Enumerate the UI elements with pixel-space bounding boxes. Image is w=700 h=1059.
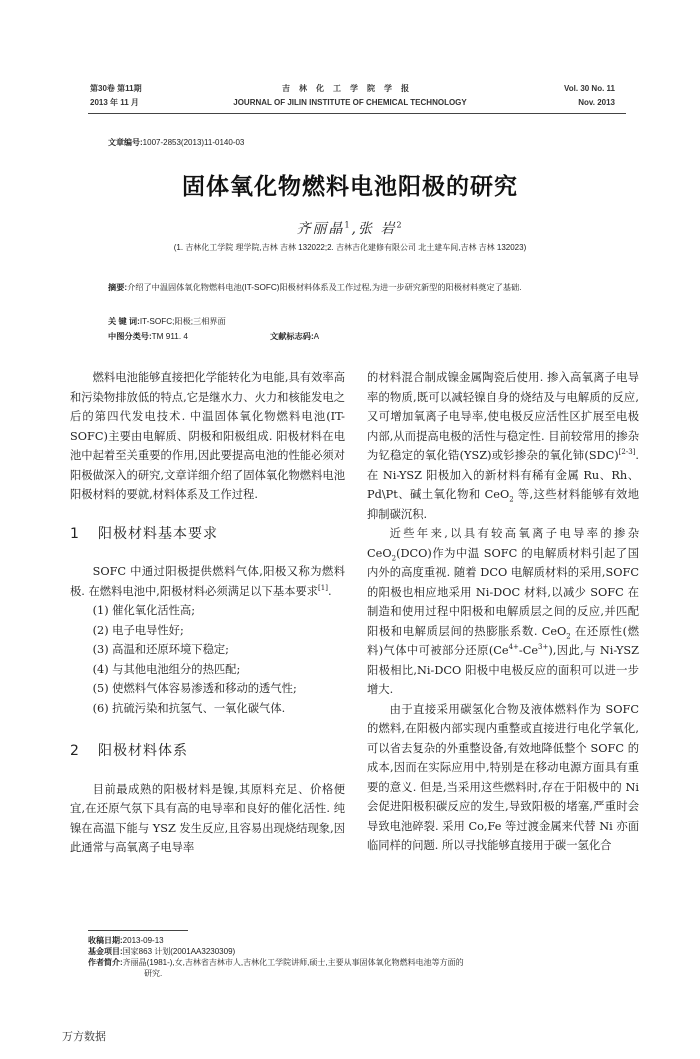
classification [108,330,608,344]
fund-value: 国家863 计划(2001AA3230309) [122,947,236,956]
requirement-item: (1) 催化氧化活性高; [92,604,196,617]
author-2-affil: 2 [396,220,404,230]
requirement-item: (6) 抗硫污染和抗氢气、一氧化碳气体. [92,701,286,715]
article-number [108,137,244,148]
keywords-value: IT-SOFC;阳极;三相界面 [139,317,226,326]
doc-code-value: A [313,332,320,341]
section-1-heading [70,525,345,545]
left-column [70,368,345,858]
right-paragraph-2: 近些年来,以具有较高氧离子电导率的掺杂 CeO$_2$(DCO)作为中温 SOFC 的电解质材料引起了国内外的高度重视. 随着 DCO 电解质材料的采用,SOFC 的阳极也相应地采用 Ni-DOC 材料,以减少 SOFC 在制造和使用过程中阳极和电解质层之间的反应,并匹配阳极和电解质层间的热膨胀系数. CeO$_2$ 在还原性(燃料)气体中可被部分还原$(Ce^{4+}-Ce^{3+})$,因此,与 Ni-YSZ 阳极相比,Ni-DCO 阳极中电极反应的面积可以进一步增大. [367,527,639,696]
header-month-year: Nov. 2013 [578,98,615,107]
article-number-value: 1007-2853(2013)11-0140-03 [142,138,245,147]
section-1-paragraph: SOFC 中通过阳极提供燃料气体,阳极又称为燃料极. 在燃料电池中,阳极材料必须满足以下基本要求[1]. [70,565,345,598]
header-volume-en [564,82,615,110]
author-separator: , [351,221,358,237]
header-volume: 第30卷 第11期 [90,84,142,93]
right-paragraph-3: 由于直接采用碳氢化合物及液体燃料作为 SOFC 的燃料,在阳极内部实现内重整或直接进行电化学氧化,可以省去复杂的外重整设备,有效地降低整个 SOFC 的成本,因而在实际应用中,特别是在移动电源方面具有重要的意义. 但是,当采用这些燃料时,存在于阳极中的 Ni 会促进阳极积碳反应的发生,导致阳极的堵塞,严重时会导致电池碎裂. 采用 Co,Fe 等过渡金属来代替 Ni 亦面临同样的问题. 所以寻找能够直接用于碳一氢化合 [367,702,639,852]
abstract [108,281,608,295]
header-divider [88,113,626,114]
section-2-paragraph: 目前最成熟的阳极材料是镍,其原料充足、价格便宜,在还原气氛下具有高的电导率和良好的催化活性. 纯镍在高温下能与 YSZ 发生反应,且容易出现烧结现象,因此通常与高氧离子电导率 [70,782,345,854]
section-2-title: 阳极材料体系 [98,743,188,759]
database-watermark: 万方数据 [62,1031,106,1043]
article-number-label: 文章编号: [108,138,143,147]
citation-1: [1] [318,583,328,592]
intro-paragraph: 燃料电池能够直接把化学能转化为电能,具有效率高和污染物排放低的特点,它是继水力、火力和核能发电之后的第四代发电技术. 中温固体氧化物燃料电池(IT-SOFC)主要由电解质、阴极和阳极组成. 阳极材料在电池中起着至关重要的作用,因此要提高电池的性能必须对阳极做深入的研究,文章详细介绍了固体氧化物燃料电池阳极材料的要就,材料体系及工作过程. [70,371,345,501]
author-1-affil: 1 [344,220,352,230]
keywords-label: 关 键 词: [108,317,140,326]
section-2-number: 2 [70,743,80,759]
journal-name-en: JOURNAL OF JILIN INSTITUTE OF CHEMICAL TECHNOLOGY [233,98,467,107]
fund-label: 基金项目: [88,947,123,956]
footnote-received [88,935,628,946]
clc-label: 中图分类号: [108,332,152,341]
requirement-item: (2) 电子电导性好; [92,623,184,637]
document-code [270,330,319,344]
author-1: 齐丽晶 [296,221,345,237]
footnote-divider [88,930,188,931]
author-bio-value: 齐丽晶(1981-),女,吉林省吉林市人,吉林化工学院讲师,硕士,主要从事固体氧化物燃料电池等方面的 [122,958,464,967]
author-2: 张 岩 [358,221,397,237]
paper-title: 固体氧化物燃料电池阳极的研究 [182,174,518,200]
header-date: 2013 年 11 月 [90,98,139,107]
section-1-title: 阳极材料基本要求 [98,525,218,542]
right-paragraph-1: 的材料混合制成镍金属陶瓷后使用. 掺入高氧离子电导率的物质,既可以减轻镍自身的烧结及与电解质的反应,又可增加氧离子电导率,使电极反应活性区扩展至电极内部,从而提高电极的活性与稳定性. 目前较常用的掺杂为钇稳定的氧化锆(YSZ)或钐掺杂的氧化铈(SDC)[2-3]. 在 Ni-YSZ 阳极加入的新材料有稀有金属 Ru、Rh、Pd\Pt、碱土氧化物和 CeO$_2$ 等,这些材料能够有效地抑制碳沉积. [367,371,640,521]
author-bio-continued: 研究. [144,969,163,978]
citation-2-3: [2-3] [618,448,636,457]
requirement-item: (4) 与其他电池组分的热匹配; [92,662,241,676]
received-label: 收稿日期: [88,936,123,945]
requirement-item: (3) 高温和还原环境下稳定; [92,643,229,656]
footnote-fund [88,946,628,957]
received-value: 2013-09-13 [122,936,164,945]
section-2-heading [70,742,345,762]
section-1-number: 1 [70,525,80,542]
clc-value: TM 911. 4 [151,332,188,341]
author-bio-label: 作者简介: [88,958,123,967]
right-column [367,368,639,856]
affiliation: (1. 吉林化工学院 理学院,吉林 吉林 132022;2. 吉林吉化建修有限公司 北土建车间,吉林 吉林 132023) [173,243,527,252]
header-vol-no: Vol. 30 No. 11 [564,84,615,93]
keywords [108,315,608,329]
journal-name-cn: 吉林化工学院学报 [282,84,418,93]
abstract-text: 介绍了中温固体氧化物燃料电池(IT-SOFC)阳极材料体系及工作过程,为进一步研究新型的阳极材料奠定了基础. [127,283,522,292]
requirement-item: (5) 使燃料气体容易渗透和移动的透气性; [92,682,297,695]
abstract-label: 摘要: [108,283,128,292]
doc-code-label: 文献标志码: [270,332,314,341]
author-line [0,218,700,238]
footnote-author-bio [88,957,628,979]
